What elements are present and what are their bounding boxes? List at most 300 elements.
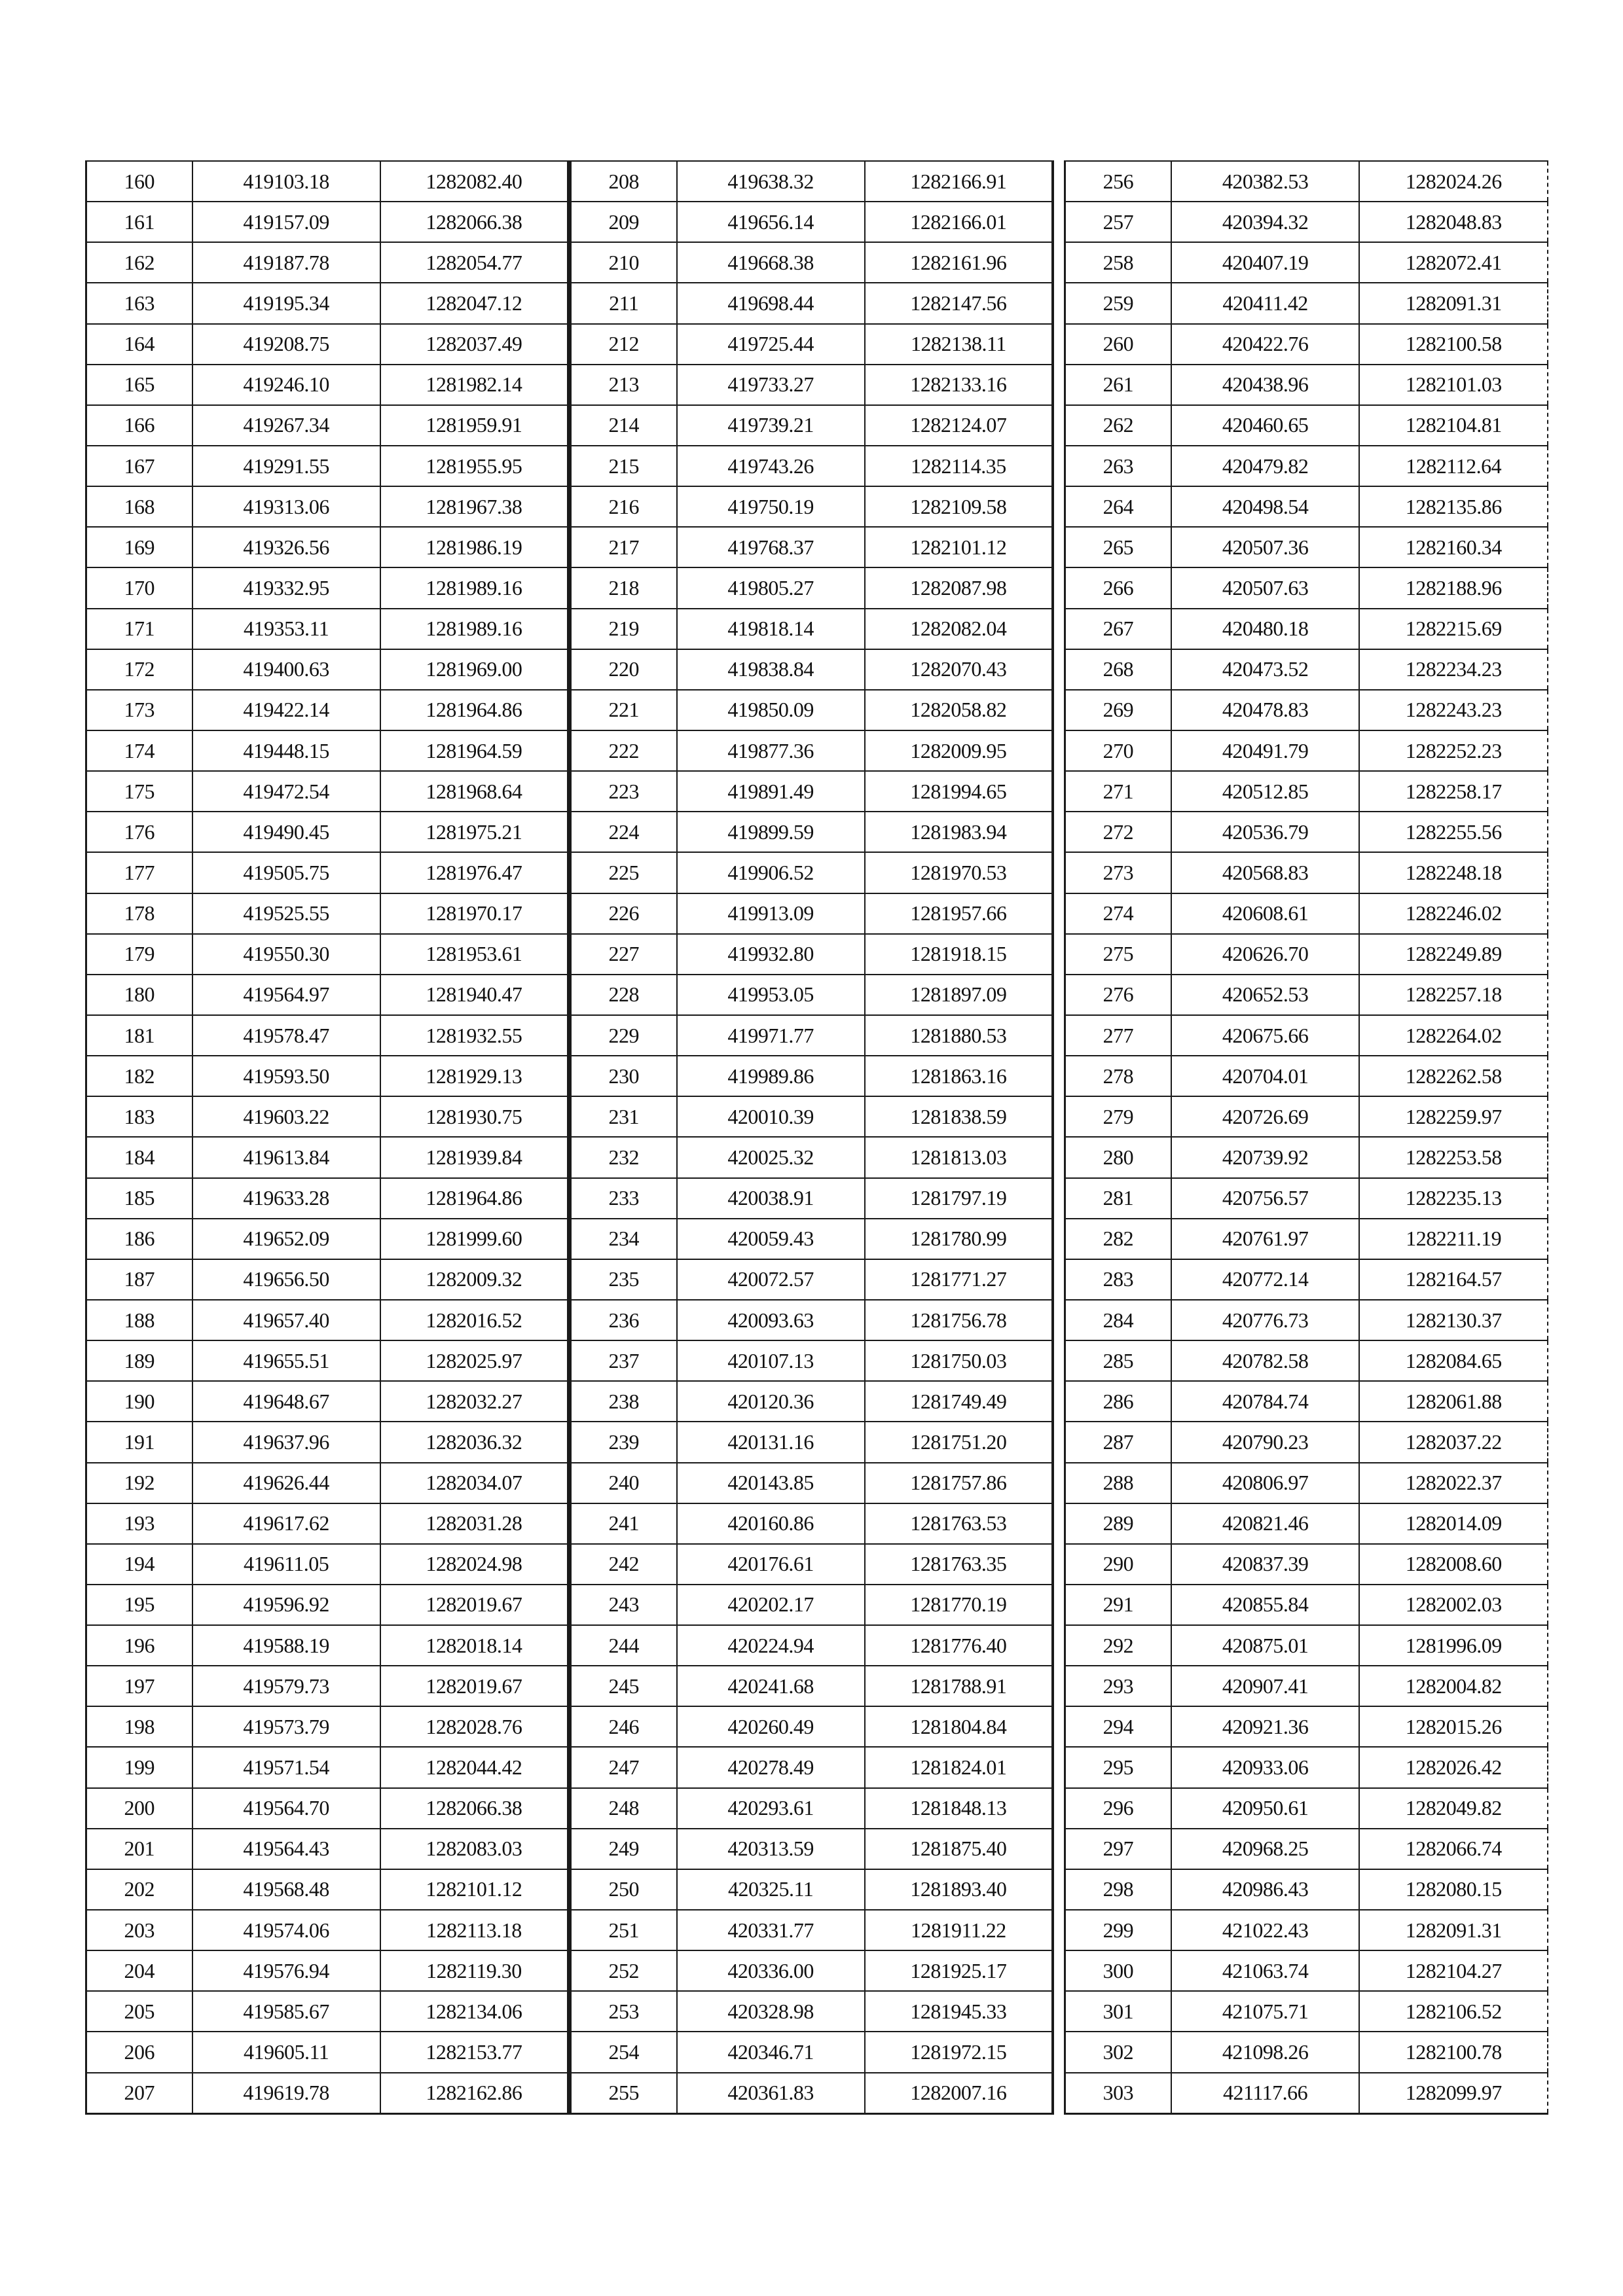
x-coordinate-cell: 420512.85 — [1171, 771, 1360, 812]
x-coordinate-cell: 420907.41 — [1171, 1666, 1360, 1706]
table-row — [86, 1910, 569, 1950]
table-row — [571, 1991, 1053, 2032]
point-number-cell: 183 — [86, 1096, 192, 1137]
y-coordinate-cell: 1281780.99 — [865, 1219, 1053, 1259]
x-coordinate-cell: 420491.79 — [1171, 730, 1360, 771]
y-coordinate-cell: 1282166.91 — [865, 161, 1053, 202]
y-coordinate-cell: 1282024.26 — [1359, 161, 1548, 202]
table-row — [571, 1015, 1053, 1056]
table-row — [571, 1950, 1053, 1991]
y-coordinate-cell: 1281994.65 — [865, 771, 1053, 812]
y-coordinate-cell: 1282211.19 — [1359, 1219, 1548, 1259]
point-number-cell: 296 — [1065, 1788, 1171, 1829]
y-coordinate-cell: 1282147.56 — [865, 283, 1053, 323]
table-row — [86, 1706, 569, 1747]
y-coordinate-cell: 1281999.60 — [380, 1219, 568, 1259]
x-coordinate-cell: 419698.44 — [677, 283, 865, 323]
table-row — [571, 1869, 1053, 1910]
x-coordinate-cell: 419564.97 — [192, 975, 380, 1015]
y-coordinate-cell: 1281929.13 — [380, 1056, 568, 1096]
x-coordinate-cell: 419525.55 — [192, 893, 380, 934]
y-coordinate-cell: 1282258.17 — [1359, 771, 1548, 812]
y-coordinate-cell: 1281763.35 — [865, 1544, 1053, 1585]
point-number-cell: 248 — [571, 1788, 677, 1829]
x-coordinate-cell: 420726.69 — [1171, 1096, 1360, 1137]
point-number-cell: 208 — [571, 161, 677, 202]
x-coordinate-cell: 419576.94 — [192, 1950, 380, 1991]
y-coordinate-cell: 1282255.56 — [1359, 812, 1548, 852]
y-coordinate-cell: 1282252.23 — [1359, 730, 1548, 771]
x-coordinate-cell: 420739.92 — [1171, 1137, 1360, 1177]
table-row — [86, 161, 569, 202]
x-coordinate-cell: 419400.63 — [192, 649, 380, 690]
table-row — [1065, 1422, 1548, 1462]
x-coordinate-cell: 419505.75 — [192, 852, 380, 893]
table-row — [86, 324, 569, 365]
y-coordinate-cell: 1282113.18 — [380, 1910, 568, 1950]
point-number-cell: 168 — [86, 486, 192, 527]
x-coordinate-cell: 420038.91 — [677, 1178, 865, 1219]
x-coordinate-cell: 420626.70 — [1171, 934, 1360, 975]
point-number-cell: 288 — [1065, 1463, 1171, 1503]
point-number-cell: 181 — [86, 1015, 192, 1056]
point-number-cell: 254 — [571, 2032, 677, 2072]
point-number-cell: 281 — [1065, 1178, 1171, 1219]
point-number-cell: 165 — [86, 365, 192, 405]
table-row — [86, 2073, 569, 2114]
point-number-cell: 178 — [86, 893, 192, 934]
point-number-cell: 301 — [1065, 1991, 1171, 2032]
table-row — [1065, 1706, 1548, 1747]
x-coordinate-cell: 419989.86 — [677, 1056, 865, 1096]
point-number-cell: 171 — [86, 609, 192, 649]
y-coordinate-cell: 1282124.07 — [865, 405, 1053, 446]
table-row — [1065, 771, 1548, 812]
table-row — [1065, 1259, 1548, 1300]
y-coordinate-cell: 1282024.98 — [380, 1544, 568, 1585]
y-coordinate-cell: 1282084.65 — [1359, 1340, 1548, 1381]
point-number-cell: 271 — [1065, 771, 1171, 812]
table-row — [86, 609, 569, 649]
point-number-cell: 167 — [86, 446, 192, 486]
point-number-cell: 190 — [86, 1381, 192, 1422]
table-row — [571, 649, 1053, 690]
y-coordinate-cell: 1281932.55 — [380, 1015, 568, 1056]
y-coordinate-cell: 1281911.22 — [865, 1910, 1053, 1950]
y-coordinate-cell: 1281918.15 — [865, 934, 1053, 975]
x-coordinate-cell: 419818.14 — [677, 609, 865, 649]
x-coordinate-cell: 420407.19 — [1171, 242, 1360, 283]
table-row — [571, 1747, 1053, 1787]
y-coordinate-cell: 1282016.52 — [380, 1300, 568, 1340]
point-number-cell: 203 — [86, 1910, 192, 1950]
point-number-cell: 175 — [86, 771, 192, 812]
table-row — [1065, 1625, 1548, 1666]
table-row — [1065, 486, 1548, 527]
table-row — [571, 852, 1053, 893]
table-row — [571, 527, 1053, 567]
x-coordinate-cell: 420568.83 — [1171, 852, 1360, 893]
x-coordinate-cell: 419626.44 — [192, 1463, 380, 1503]
point-number-cell: 302 — [1065, 2032, 1171, 2072]
x-coordinate-cell: 419593.50 — [192, 1056, 380, 1096]
table-row — [571, 1829, 1053, 1869]
point-number-cell: 191 — [86, 1422, 192, 1462]
y-coordinate-cell: 1282153.77 — [380, 2032, 568, 2072]
point-number-cell: 223 — [571, 771, 677, 812]
y-coordinate-cell: 1281880.53 — [865, 1015, 1053, 1056]
y-coordinate-cell: 1281969.00 — [380, 649, 568, 690]
table-row — [1065, 1300, 1548, 1340]
x-coordinate-cell: 420507.36 — [1171, 527, 1360, 567]
x-coordinate-cell: 419353.11 — [192, 609, 380, 649]
y-coordinate-cell: 1281848.13 — [865, 1788, 1053, 1829]
table-row — [571, 1056, 1053, 1096]
point-number-cell: 255 — [571, 2073, 677, 2114]
y-coordinate-cell: 1281763.53 — [865, 1503, 1053, 1544]
point-number-cell: 277 — [1065, 1015, 1171, 1056]
y-coordinate-cell: 1282037.49 — [380, 324, 568, 365]
point-number-cell: 225 — [571, 852, 677, 893]
point-number-cell: 282 — [1065, 1219, 1171, 1259]
point-number-cell: 196 — [86, 1625, 192, 1666]
x-coordinate-cell: 419246.10 — [192, 365, 380, 405]
y-coordinate-cell: 1282066.38 — [380, 202, 568, 242]
x-coordinate-cell: 420010.39 — [677, 1096, 865, 1137]
x-coordinate-cell: 420950.61 — [1171, 1788, 1360, 1829]
y-coordinate-cell: 1282134.06 — [380, 1991, 568, 2032]
y-coordinate-cell: 1281749.49 — [865, 1381, 1053, 1422]
point-number-cell: 179 — [86, 934, 192, 975]
point-number-cell: 234 — [571, 1219, 677, 1259]
x-coordinate-cell: 420473.52 — [1171, 649, 1360, 690]
x-coordinate-cell: 419656.14 — [677, 202, 865, 242]
point-number-cell: 294 — [1065, 1706, 1171, 1747]
x-coordinate-cell: 420224.94 — [677, 1625, 865, 1666]
y-coordinate-cell: 1282028.76 — [380, 1706, 568, 1747]
x-coordinate-cell: 420821.46 — [1171, 1503, 1360, 1544]
y-coordinate-cell: 1282044.42 — [380, 1747, 568, 1787]
y-coordinate-cell: 1281875.40 — [865, 1829, 1053, 1869]
y-coordinate-cell: 1281945.33 — [865, 1991, 1053, 2032]
y-coordinate-cell: 1282119.30 — [380, 1950, 568, 1991]
table-row — [86, 1259, 569, 1300]
table-row — [1065, 324, 1548, 365]
point-number-cell: 265 — [1065, 527, 1171, 567]
y-coordinate-cell: 1282009.32 — [380, 1259, 568, 1300]
y-coordinate-cell: 1281989.16 — [380, 567, 568, 608]
x-coordinate-cell: 419805.27 — [677, 567, 865, 608]
y-coordinate-cell: 1282066.38 — [380, 1788, 568, 1829]
x-coordinate-cell: 419657.40 — [192, 1300, 380, 1340]
point-number-cell: 293 — [1065, 1666, 1171, 1706]
y-coordinate-cell: 1282101.03 — [1359, 365, 1548, 405]
y-coordinate-cell: 1282031.28 — [380, 1503, 568, 1544]
table-row — [1065, 567, 1548, 608]
table-row — [86, 1503, 569, 1544]
y-coordinate-cell: 1282138.11 — [865, 324, 1053, 365]
point-number-cell: 250 — [571, 1869, 677, 1910]
y-coordinate-cell: 1282004.82 — [1359, 1666, 1548, 1706]
point-number-cell: 193 — [86, 1503, 192, 1544]
x-coordinate-cell: 420875.01 — [1171, 1625, 1360, 1666]
point-number-cell: 252 — [571, 1950, 677, 1991]
table-row — [571, 365, 1053, 405]
x-coordinate-cell: 419568.48 — [192, 1869, 380, 1910]
table-row — [1065, 405, 1548, 446]
table-row — [86, 1625, 569, 1666]
y-coordinate-cell: 1282264.02 — [1359, 1015, 1548, 1056]
point-number-cell: 228 — [571, 975, 677, 1015]
y-coordinate-cell: 1281953.61 — [380, 934, 568, 975]
y-coordinate-cell: 1282066.74 — [1359, 1829, 1548, 1869]
x-coordinate-cell: 420107.13 — [677, 1340, 865, 1381]
point-number-cell: 272 — [1065, 812, 1171, 852]
table-row — [571, 1300, 1053, 1340]
x-coordinate-cell: 420328.98 — [677, 1991, 865, 2032]
x-coordinate-cell: 421022.43 — [1171, 1910, 1360, 1950]
point-number-cell: 188 — [86, 1300, 192, 1340]
point-number-cell: 232 — [571, 1137, 677, 1177]
point-number-cell: 184 — [86, 1137, 192, 1177]
table-row — [571, 446, 1053, 486]
x-coordinate-cell: 420498.54 — [1171, 486, 1360, 527]
y-coordinate-cell: 1282087.98 — [865, 567, 1053, 608]
table-row — [571, 893, 1053, 934]
x-coordinate-cell: 419564.43 — [192, 1829, 380, 1869]
x-coordinate-cell: 419750.19 — [677, 486, 865, 527]
point-number-cell: 274 — [1065, 893, 1171, 934]
y-coordinate-cell: 1281989.16 — [380, 609, 568, 649]
y-coordinate-cell: 1281986.19 — [380, 527, 568, 567]
table-row — [1065, 1950, 1548, 1991]
table-row — [1065, 1788, 1548, 1829]
x-coordinate-cell: 420790.23 — [1171, 1422, 1360, 1462]
y-coordinate-cell: 1282049.82 — [1359, 1788, 1548, 1829]
table-row — [571, 2032, 1053, 2072]
x-coordinate-cell: 419652.09 — [192, 1219, 380, 1259]
x-coordinate-cell: 420394.32 — [1171, 202, 1360, 242]
table-row — [86, 812, 569, 852]
y-coordinate-cell: 1282164.57 — [1359, 1259, 1548, 1300]
y-coordinate-cell: 1282007.16 — [865, 2073, 1053, 2114]
table-row — [571, 1666, 1053, 1706]
x-coordinate-cell: 420855.84 — [1171, 1585, 1360, 1625]
y-coordinate-cell: 1282101.12 — [865, 527, 1053, 567]
y-coordinate-cell: 1282082.40 — [380, 161, 568, 202]
table-row — [1065, 1015, 1548, 1056]
x-coordinate-cell: 419668.38 — [677, 242, 865, 283]
y-coordinate-cell: 1282112.64 — [1359, 446, 1548, 486]
point-number-cell: 233 — [571, 1178, 677, 1219]
table-row — [571, 1544, 1053, 1585]
y-coordinate-cell: 1281955.95 — [380, 446, 568, 486]
point-number-cell: 242 — [571, 1544, 677, 1585]
point-number-cell: 297 — [1065, 1829, 1171, 1869]
table-row — [86, 934, 569, 975]
x-coordinate-cell: 420331.77 — [677, 1910, 865, 1950]
point-number-cell: 236 — [571, 1300, 677, 1340]
table-row — [1065, 161, 1548, 202]
y-coordinate-cell: 1282025.97 — [380, 1340, 568, 1381]
point-number-cell: 172 — [86, 649, 192, 690]
point-number-cell: 270 — [1065, 730, 1171, 771]
point-number-cell: 189 — [86, 1340, 192, 1381]
table-row — [1065, 690, 1548, 730]
point-number-cell: 292 — [1065, 1625, 1171, 1666]
x-coordinate-cell: 420652.53 — [1171, 975, 1360, 1015]
x-coordinate-cell: 419891.49 — [677, 771, 865, 812]
y-coordinate-cell: 1281976.47 — [380, 852, 568, 893]
table-row — [571, 161, 1053, 202]
x-coordinate-cell: 420325.11 — [677, 1869, 865, 1910]
y-coordinate-cell: 1281968.64 — [380, 771, 568, 812]
coordinate-table-middle — [570, 160, 1054, 2115]
table-row — [571, 2073, 1053, 2114]
x-coordinate-cell: 419906.52 — [677, 852, 865, 893]
y-coordinate-cell: 1282009.95 — [865, 730, 1053, 771]
point-number-cell: 289 — [1065, 1503, 1171, 1544]
x-coordinate-cell: 419596.92 — [192, 1585, 380, 1625]
point-number-cell: 170 — [86, 567, 192, 608]
y-coordinate-cell: 1281757.86 — [865, 1463, 1053, 1503]
y-coordinate-cell: 1282130.37 — [1359, 1300, 1548, 1340]
y-coordinate-cell: 1281925.17 — [865, 1950, 1053, 1991]
x-coordinate-cell: 419617.62 — [192, 1503, 380, 1544]
table-row — [571, 1178, 1053, 1219]
table-row — [86, 1544, 569, 1585]
point-number-cell: 214 — [571, 405, 677, 446]
table-row — [86, 486, 569, 527]
y-coordinate-cell: 1282243.23 — [1359, 690, 1548, 730]
point-number-cell: 199 — [86, 1747, 192, 1787]
y-coordinate-cell: 1282026.42 — [1359, 1747, 1548, 1787]
point-number-cell: 284 — [1065, 1300, 1171, 1340]
y-coordinate-cell: 1282058.82 — [865, 690, 1053, 730]
point-number-cell: 201 — [86, 1829, 192, 1869]
point-number-cell: 177 — [86, 852, 192, 893]
x-coordinate-cell: 420756.57 — [1171, 1178, 1360, 1219]
x-coordinate-cell: 419605.11 — [192, 2032, 380, 2072]
table-row — [571, 1788, 1053, 1829]
table-row — [86, 1463, 569, 1503]
x-coordinate-cell: 420761.97 — [1171, 1219, 1360, 1259]
y-coordinate-cell: 1282019.67 — [380, 1585, 568, 1625]
x-coordinate-cell: 420837.39 — [1171, 1544, 1360, 1585]
x-coordinate-cell: 420411.42 — [1171, 283, 1360, 323]
table-row — [1065, 852, 1548, 893]
x-coordinate-cell: 420536.79 — [1171, 812, 1360, 852]
y-coordinate-cell: 1282022.37 — [1359, 1463, 1548, 1503]
x-coordinate-cell: 420776.73 — [1171, 1300, 1360, 1340]
point-number-cell: 260 — [1065, 324, 1171, 365]
point-number-cell: 211 — [571, 283, 677, 323]
x-coordinate-cell: 419187.78 — [192, 242, 380, 283]
x-coordinate-cell: 420131.16 — [677, 1422, 865, 1462]
y-coordinate-cell: 1282091.31 — [1359, 1910, 1548, 1950]
point-number-cell: 283 — [1065, 1259, 1171, 1300]
point-number-cell: 243 — [571, 1585, 677, 1625]
x-coordinate-cell: 419913.09 — [677, 893, 865, 934]
y-coordinate-cell: 1282161.96 — [865, 242, 1053, 283]
table-row — [1065, 1463, 1548, 1503]
x-coordinate-cell: 419291.55 — [192, 446, 380, 486]
x-coordinate-cell: 419326.56 — [192, 527, 380, 567]
x-coordinate-cell: 420608.61 — [1171, 893, 1360, 934]
point-number-cell: 287 — [1065, 1422, 1171, 1462]
x-coordinate-cell: 419313.06 — [192, 486, 380, 527]
x-coordinate-cell: 420782.58 — [1171, 1340, 1360, 1381]
table-row — [86, 2032, 569, 2072]
table-row — [86, 1829, 569, 1869]
y-coordinate-cell: 1282091.31 — [1359, 283, 1548, 323]
y-coordinate-cell: 1281797.19 — [865, 1178, 1053, 1219]
point-number-cell: 186 — [86, 1219, 192, 1259]
point-number-cell: 192 — [86, 1463, 192, 1503]
table-row — [571, 934, 1053, 975]
x-coordinate-cell: 419633.28 — [192, 1178, 380, 1219]
point-number-cell: 245 — [571, 1666, 677, 1706]
x-coordinate-cell: 419971.77 — [677, 1015, 865, 1056]
point-number-cell: 224 — [571, 812, 677, 852]
point-number-cell: 217 — [571, 527, 677, 567]
y-coordinate-cell: 1282101.12 — [380, 1869, 568, 1910]
point-number-cell: 163 — [86, 283, 192, 323]
point-number-cell: 222 — [571, 730, 677, 771]
table-row — [571, 1706, 1053, 1747]
point-number-cell: 240 — [571, 1463, 677, 1503]
table-row — [571, 283, 1053, 323]
x-coordinate-cell: 420241.68 — [677, 1666, 865, 1706]
x-coordinate-cell: 419195.34 — [192, 283, 380, 323]
x-coordinate-cell: 420346.71 — [677, 2032, 865, 2072]
y-coordinate-cell: 1282070.43 — [865, 649, 1053, 690]
table-row — [86, 567, 569, 608]
point-number-cell: 215 — [571, 446, 677, 486]
x-coordinate-cell: 420160.86 — [677, 1503, 865, 1544]
table-row — [571, 1463, 1053, 1503]
point-number-cell: 164 — [86, 324, 192, 365]
table-row — [86, 527, 569, 567]
point-number-cell: 285 — [1065, 1340, 1171, 1381]
y-coordinate-cell: 1281940.47 — [380, 975, 568, 1015]
x-coordinate-cell: 419157.09 — [192, 202, 380, 242]
x-coordinate-cell: 419103.18 — [192, 161, 380, 202]
table-row — [1065, 1056, 1548, 1096]
table-row — [571, 771, 1053, 812]
table-row — [86, 1869, 569, 1910]
table-row — [571, 1422, 1053, 1462]
table-row — [86, 1015, 569, 1056]
x-coordinate-cell: 420422.76 — [1171, 324, 1360, 365]
table-row — [1065, 1178, 1548, 1219]
point-number-cell: 227 — [571, 934, 677, 975]
table-row — [86, 1096, 569, 1137]
table-row — [571, 1340, 1053, 1381]
table-row — [86, 1056, 569, 1096]
table-row — [571, 1381, 1053, 1422]
x-coordinate-cell: 419619.78 — [192, 2073, 380, 2114]
point-number-cell: 237 — [571, 1340, 677, 1381]
y-coordinate-cell: 1282104.81 — [1359, 405, 1548, 446]
table-row — [1065, 1340, 1548, 1381]
table-row — [1065, 2032, 1548, 2072]
y-coordinate-cell: 1282160.34 — [1359, 527, 1548, 567]
table-row — [86, 1340, 569, 1381]
table-row — [571, 567, 1053, 608]
x-coordinate-cell: 419899.59 — [677, 812, 865, 852]
point-number-cell: 303 — [1065, 2073, 1171, 2114]
